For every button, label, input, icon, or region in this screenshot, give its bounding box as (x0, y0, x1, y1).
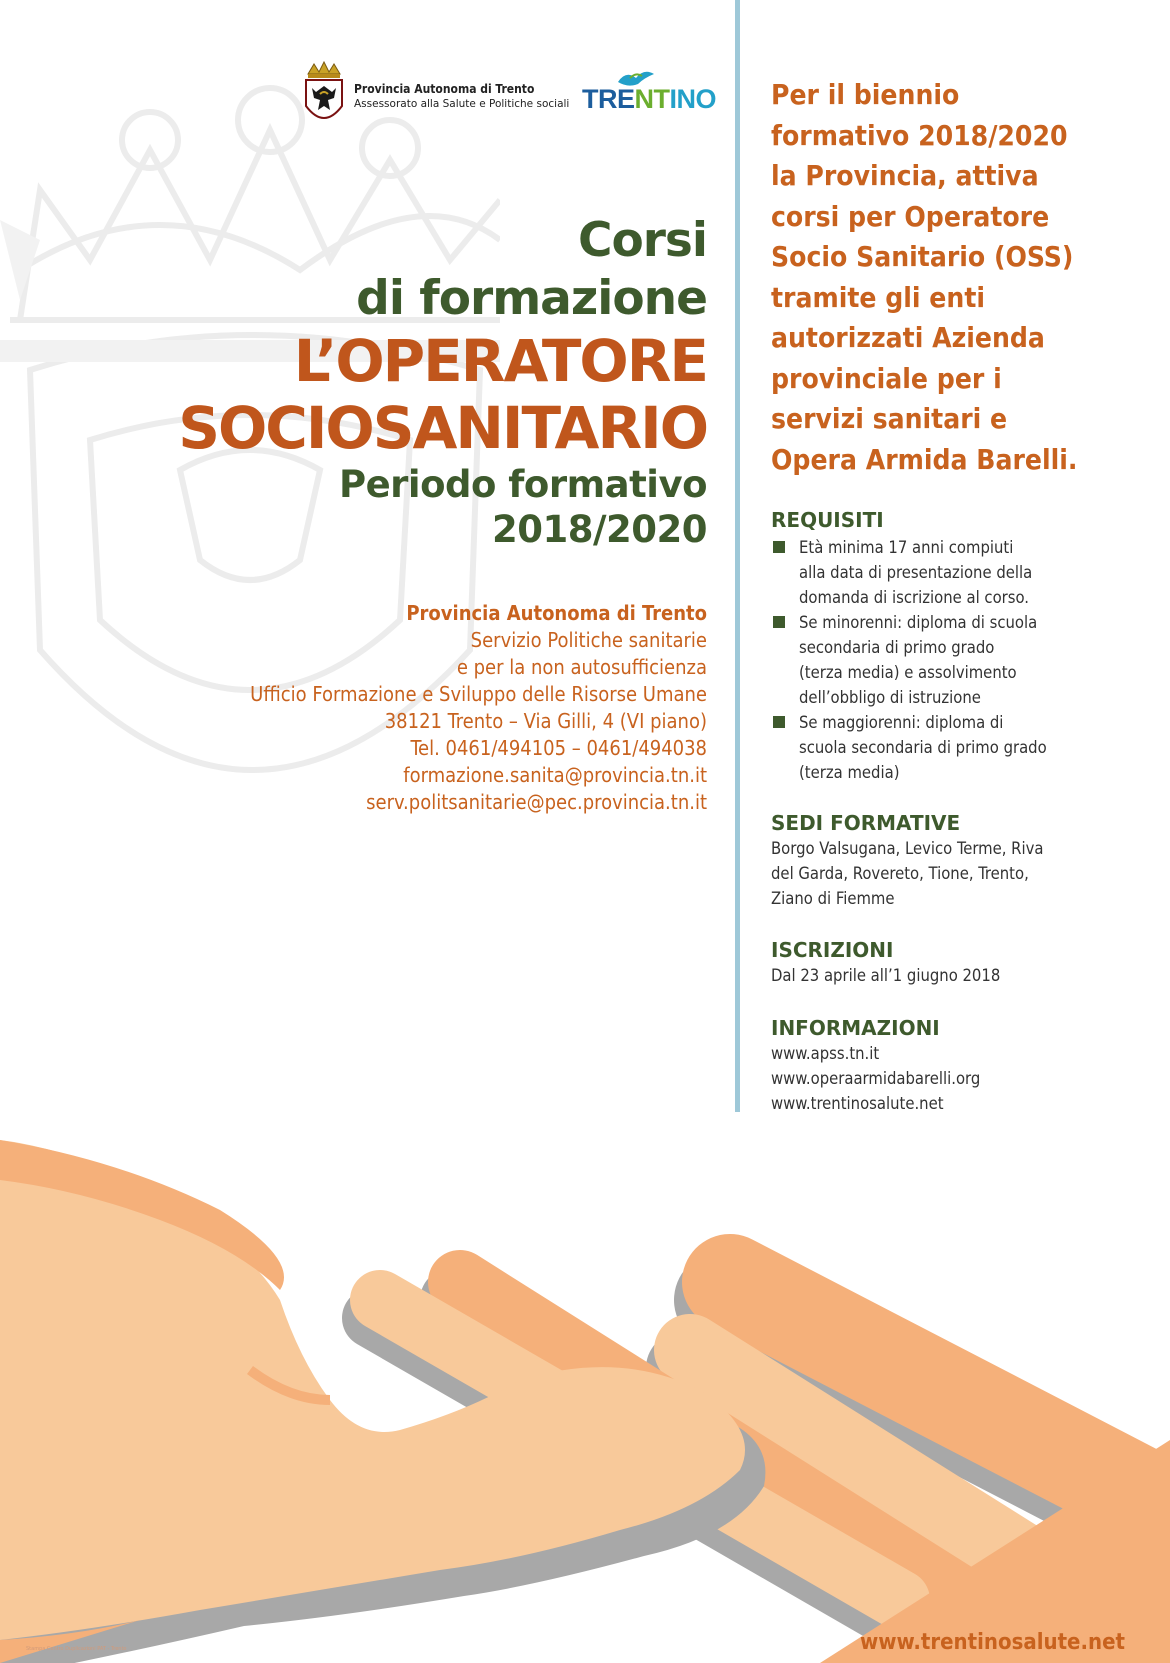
info-link-opera[interactable]: www.operaarmidabarelli.org (771, 1069, 981, 1088)
contact-org: Provincia Autonoma di Trento (406, 601, 707, 625)
contact-line: Servizio Politiche sanitarie (470, 628, 707, 652)
trentino-logo (582, 72, 717, 124)
trentino-letter: T (582, 84, 598, 114)
pat-department: Assessorato alla Salute e Politiche sociali (354, 97, 570, 110)
trentino-letter: N (634, 84, 654, 114)
pat-crest-icon (302, 60, 346, 132)
sedi-section: SEDI FORMATIVE Borgo Valsugana, Levico Terme, Riva del Garda, Rovereto, Tione, Trento, Ziano di Fiemme (771, 810, 1161, 911)
sedi-title: SEDI FORMATIVE (771, 811, 961, 835)
info-link-trentinosalute[interactable]: www.trentinosalute.net (771, 1094, 944, 1113)
hands-illustration (0, 1140, 1170, 1663)
info-link-apss[interactable]: www.apss.tn.it (771, 1044, 880, 1063)
headline (178, 212, 707, 552)
vertical-divider (735, 0, 740, 1112)
requisiti-item: Se maggiorenni: diploma di scuola secondaria di primo grado (terza media) (771, 710, 1161, 785)
trentino-letter: O (695, 84, 717, 114)
pat-name: Provincia Autonoma di Trento (354, 81, 535, 96)
trentino-letter: I (669, 84, 677, 114)
intro-line: tramite gli enti (771, 280, 985, 314)
contact-address: 38121 Trento – Via Gilli, 4 (VI piano) (384, 709, 707, 733)
intro-line: Per il biennio (771, 78, 960, 111)
headline-line-6: 2018/2020 (492, 508, 707, 551)
trentino-letter: N (676, 84, 696, 114)
intro-line: provinciale per i (771, 361, 1002, 395)
headline-line-2: di formazione (356, 271, 707, 326)
square-bullet-icon (773, 541, 785, 553)
trentino-letter: T (653, 84, 670, 114)
trentino-letter: E (617, 84, 635, 114)
print-imprint: Stampa Centro Duplicazioni PAT - Trento (26, 1646, 127, 1652)
requisiti-section (771, 507, 1161, 785)
trentino-wordmark (582, 84, 716, 114)
headline-line-5: Periodo formativo (338, 463, 707, 506)
contact-line: Ufficio Formazione e Sviluppo delle Risorse Umane (250, 682, 707, 706)
square-bullet-icon (773, 616, 785, 628)
trentino-letter: R (598, 84, 617, 114)
requisiti-title: REQUISITI (771, 508, 884, 532)
headline-line-1: Corsi (577, 213, 707, 268)
informazioni-title: INFORMAZIONI (771, 1016, 940, 1040)
requisiti-list (771, 535, 1161, 785)
footer-url[interactable]: www.trentinosalute.net (859, 1630, 1125, 1655)
intro-line: Socio Sanitario (OSS) (771, 240, 1074, 273)
contact-block (250, 600, 707, 816)
square-bullet-icon (773, 716, 785, 728)
requisiti-item: Età minima 17 anni compiuti alla data di presentazione della domanda di iscrizione al corso. (771, 535, 1161, 610)
intro-line: servizi sanitari e (771, 402, 1008, 435)
left-hand (0, 1140, 765, 1663)
intro-line: formativo 2018/2020 (771, 118, 1068, 152)
contact-phone: Tel. 0461/494105 – 0461/494038 (410, 736, 707, 760)
intro-line: la Provincia, attiva (771, 159, 1039, 192)
iscrizioni-title: ISCRIZIONI (771, 938, 894, 962)
intro-line: Opera Armida Barelli. (771, 442, 1078, 476)
contact-pec-email[interactable]: serv.politsanitarie@pec.provincia.tn.it (366, 790, 707, 814)
headline-line-4: SOCIOSANITARIO (178, 394, 707, 462)
pat-logo (302, 60, 569, 132)
headline-line-3: L’OPERATORE (293, 327, 707, 395)
trentino-letters (582, 84, 716, 114)
intro-line: corsi per Operatore (771, 199, 1050, 233)
requisiti-item: Se minorenni: diploma di scuola secondaria di primo grado (terza media) e assolvimento dell’obbligo di istruzione (771, 610, 1161, 710)
contact-email[interactable]: formazione.sanita@provincia.tn.it (403, 763, 707, 787)
intro-text (771, 75, 1151, 480)
informazioni-section (771, 1015, 1161, 1116)
iscrizioni-section (771, 937, 1161, 988)
intro-line: autorizzati Azienda (771, 321, 1045, 354)
iscrizioni-dates: Dal 23 aprile all’1 giugno 2018 (771, 966, 1001, 985)
contact-line: e per la non autosufficienza (456, 655, 707, 679)
